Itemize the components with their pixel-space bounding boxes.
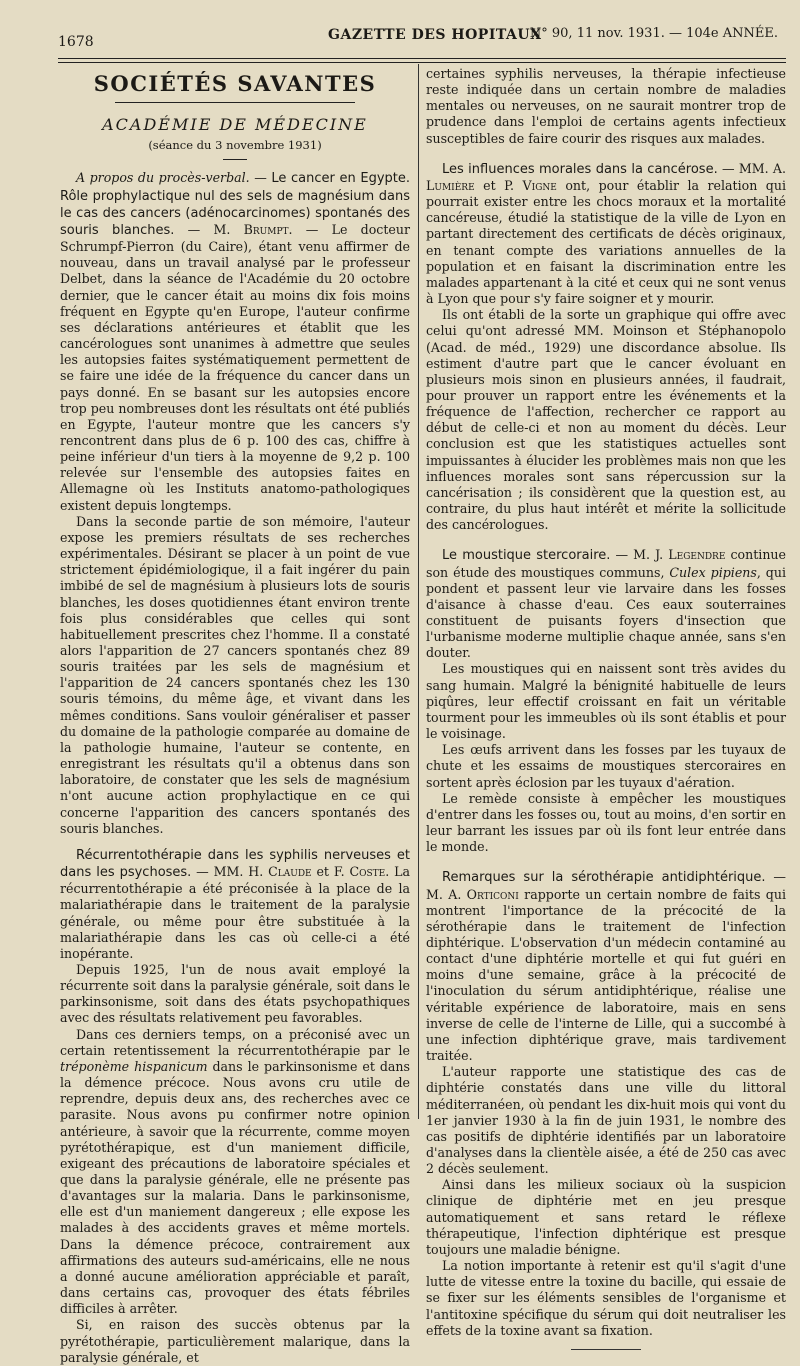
header-rule-double: [58, 62, 786, 63]
journal-title: GAZETTE DES HOPITAUX: [328, 27, 542, 43]
italic-term: tréponème hispanicum: [60, 1058, 208, 1074]
article-title: Remarques sur la sérothérapie antidiphtérique.: [442, 870, 766, 886]
author-prefix: — M. J.: [610, 547, 669, 563]
author-prefix: — M. A.: [426, 869, 786, 902]
dash: —: [249, 170, 272, 186]
article-paragraph: Le remède consiste à empêcher les moustiques d'entrer dans les fosses ou, tout au moins, d'en sortir en leur barrant les issues par où ils font leur entrée dans le monde.: [426, 790, 786, 855]
author-name: Coste: [349, 864, 386, 880]
article-influences-morales: [426, 161, 786, 307]
article-paragraph: Les moustiques qui en naissent sont très avides du sang humain. Malgré la bénignité habituelle de leurs piqûres, leur effectif croissant en fait un véritable tourment pour les immeubles où ils sont établis et pour le voisinage.: [426, 661, 786, 742]
article-text: ont, pour établir la relation qui pourrait exister entre les chocs moraux et la mortalité cancéreuse, étudié la statistique de la ville de Lyon en partant directement des certificats de décès originaux, en tenant compte des variations annuelles de la population et en faisant la discrimination entre les malades appartenant à la cité et ceux qui ne sont venus à Lyon que pour s'y faire soigner et y mourir.: [426, 177, 786, 307]
author-name: Legendre: [668, 547, 726, 563]
academy-heading: ACADÉMIE DE MÉDECINE: [102, 115, 368, 135]
page-number: 1678: [58, 34, 94, 50]
article-text: Dans ces derniers temps, on a préconisé avec un certain retentissement la récurrentothérapie par le: [60, 1026, 410, 1058]
article-title: Le moustique stercoraire.: [442, 548, 611, 564]
author-prefix: — MM. A.: [717, 160, 786, 176]
author-prefix: — M.: [174, 221, 244, 237]
article-paragraph: Si, en raison des succès obtenus par la pyrétothérapie, particulièrement malarique, dans la paralysie générale, et: [60, 1317, 410, 1365]
article-paragraph: Dans la seconde partie de son mémoire, l'auteur expose les premiers résultats de ses recherches expérimentales. Désirant se placer à un point de vue strictement épidémiologique, il a fait ingérer du pain imbibé de sel de magnésium à plusieurs lots de souris blanches, les doses quotidiennes étant environ trente fois plus considérables que celles qui sont habituellement prescrites chez l'homme. Il a constaté alors l'apparition de 27 cancers spontanés chez 89 souris traitées par les sels de magnésium et l'apparition de 24 cancers spontanés chez les 130 souris témoins, du même âge, et vivant dans les mêmes conditions. Sans vouloir généraliser et passer du domaine de la pathologie comparée au domaine de la pathologie humaine, l'auteur se contente, en enregistrant les résultats qu'il a obtenus dans son laboratoire, de constater que les sels de magnésium n'ont aucune action prophylactique en ce qui concerne l'apparition des cancers spontanés des souris blanches.: [60, 513, 410, 836]
author-name: Orticoni: [466, 886, 519, 902]
left-column: [60, 71, 410, 1365]
article-text: . La récurrentothérapie a été préconisée à la place de la malariathérapie dans le traitement de la paralysie générale, ou même pour être substituée à la malariathérapie dans les cas où celle-ci a été inopérante.: [60, 864, 410, 961]
continued-paragraph: certaines syphilis nerveuses, la thérapie infectieuse reste indiquée dans un certain nombre de maladies mentales ou nerveuses, on ne saurait montrer trop de prudence dans l'emploi de certains agents infectieux susceptibles de faire courir des risques aux malades.: [426, 66, 786, 146]
article-paragraph: Ainsi dans les milieux sociaux où la suspicion clinique de diphtérie met en jeu presque automatiquement et sans retard le réflexe thérapeutique, l'infection diphtérique est presque toujours une maladie bénigne.: [426, 1177, 786, 1257]
article-text: dans le parkinsonisme et dans la démence précoce. Nous avons cru utile de reprendre, depuis deux ans, des recherches avec ce parasite. Nous avons pu confirmer notre opinion antérieure, à savoir que la récurrente, comme moyen pyrétothérapique, est d'un maniement difficile, exigeant des précautions de laboratoire spéciales et que dans la paralysie générale, elle ne présente pas d'avantages sur la malaria. Dans le parkinsonisme, elle est d'un maniement dangereux ; elle expose les malades à des accidents graves et même mortels. Dans la démence précoce, contrairement aux affirmations des auteurs sud-américains, elle ne nous a donné aucune amélioration appréciable et paraît, dans certains cas, provoquer des états fébriles difficiles à arrêter.: [60, 1058, 410, 1317]
article-text: . — Le docteur Schrumpf-Pierron (du Caire), étant venu affirmer de nouveau, dans un travail analysé par le professeur Delbet, dans la séance de l'Académie du 20 octobre dernier, que le cancer était au moins dix fois moins fréquent en Egypte qu'en Europe, l'auteur confirme ses déclarations antérieures et établit que les cancérologues sont unanimes à admettre que seules les autopsies faites systématiquement permettent de se faire une idée de la fréquence du cancer dans un pays donné. En se basant sur les autopsies encore trop peu nombreuses dont les résultats ont été publiés en Egypte, l'auteur montre que les cancers s'y rencontrent dans plus de 6 p. 100 des cas, chiffre à peine inférieur d'un tiers à la moyenne de 9,2 p. 100 relevée sur l'ensemble des autopsies faites en Allemagne où les Instituts anatomo-pathologiques existent depuis longtemps.: [60, 221, 410, 513]
author-name: Brumpt: [243, 221, 289, 237]
article-paragraph: La notion importante à retenir est qu'il s'agit d'une lutte de vitesse entre la toxine du bacille, qui essaie de se fixer sur les éléments sensibles de l'organisme et l'antitoxine spécifique du sérum qui doit neutraliser les effets de la toxine avant sa fixation.: [426, 1258, 786, 1338]
article-paragraph: Ils ont établi de la sorte un graphique qui offre avec celui qu'ont adressé MM. Moinson et Stéphanopolo (Acad. de méd., 1929) une discordance absolue. Ils estiment d'autre part que le cancer évoluant en plusieurs mois sinon en plusieurs années, il faudrait, pour prouver un rapport entre les événements et la fréquence de l'affection, rechercher ce rapport au début de celle-ci et non au moment du décès. Leur conclusion est que les statistiques actuelles sont impuissantes à élucider les problèmes mais non que les influences morales sont sans répercussion sur la cancérisation ; ils considèrent que la question est, au contraire, du plus haut intérêt et mérite la sollicitude des cancérologues.: [426, 307, 786, 533]
right-column: [426, 66, 786, 1338]
italic-term: Culex pipiens: [669, 564, 757, 580]
issue-info: N° 90, 11 nov. 1931. — 104e ANNÉE.: [529, 26, 778, 41]
column-divider: [418, 64, 419, 1119]
short-rule: [223, 159, 247, 160]
article-title: Les influences morales dans la cancérose.: [442, 161, 718, 177]
article-recurrentotherapie: [60, 847, 410, 962]
author-joiner: et F.: [311, 864, 350, 880]
author-joiner: et P.: [474, 177, 523, 193]
seance-date: (séance du 3 novembre 1931): [148, 138, 322, 153]
author-name: Lumière: [426, 177, 475, 193]
rubric-rule: [115, 102, 355, 103]
article-serotherapie: [426, 869, 786, 1064]
article-text: continue son étude des moustiques communs,: [426, 547, 786, 580]
article-text: , qui pondent et passent leur vie larvaire dans les fosses d'aisance à chasse d'eau. Ces eaux souterraines constituent de puisants foyers d'insection que l'urbanisme moderne multiplie chaque année, sans s'en douter.: [426, 564, 786, 661]
author-prefix: — MM. H.: [191, 864, 269, 880]
article-lead: A propos du procès-verbal.: [76, 170, 250, 186]
article-paragraph: Depuis 1925, l'un de nous avait employé la récurrente soit dans la paralysie générale, soit dans le parkinsonisme, soit dans des états psychopathiques avec des résultats relativement peu favorables.: [60, 961, 410, 1026]
article-moustique: [426, 547, 786, 661]
article-title: Récurrentothérapie dans les syphilis nerveuses et dans les psychoses.: [60, 847, 410, 881]
section-rubric: SOCIÉTÉS SAVANTES: [93, 71, 377, 96]
header-rule: [58, 58, 786, 59]
article-cancer-egypte: [60, 170, 410, 513]
article-paragraph: L'auteur rapporte une statistique des cas de diphtérie constatés dans une ville du littoral méditerranéen, où pendant les dix-huit mois qui vont du 1er janvier 1930 à la fin de juin 1931, le nombre des cas positifs de diphtérie identifiés par un laboratoire d'analyses dans la clientèle aisée, a été de 250 cas avec 2 décès seulement.: [426, 1064, 786, 1177]
article-title: Le cancer en Egypte. Rôle prophylactique nul des sels de magnésium dans le cas des cancers (adénocarcinomes) spontanés des souris blanches.: [60, 171, 410, 238]
article-paragraph: Les œufs arrivent dans les fosses par les tuyaux de chute et les essaims de moustiques stercoraires en sortent après éclosion par les tuyaux d'aération.: [426, 742, 786, 790]
article-text: rapporte un certain nombre de faits qui montrent l'importance de la précocité de la sérothérapie dans le traitement de l'infection diphtérique. L'observation d'un médecin contaminé au contact d'une diphtérie mortelle et qui fut guéri en moins d'une semaine, grâce à la précocité de l'inoculation du sérum antidiphtérique, réalise une véritable expérience de laboratoire, mais en sens inverse de celle de l'interne de Lille, qui a succombé à une infection diphtérique grave, mais tardivement traitée.: [426, 886, 786, 1064]
author-name: Claude: [268, 864, 312, 880]
page-header: [58, 24, 778, 54]
author-name: Vigne: [522, 177, 557, 193]
end-rule: [571, 1349, 641, 1350]
article-paragraph: [60, 1027, 410, 1318]
